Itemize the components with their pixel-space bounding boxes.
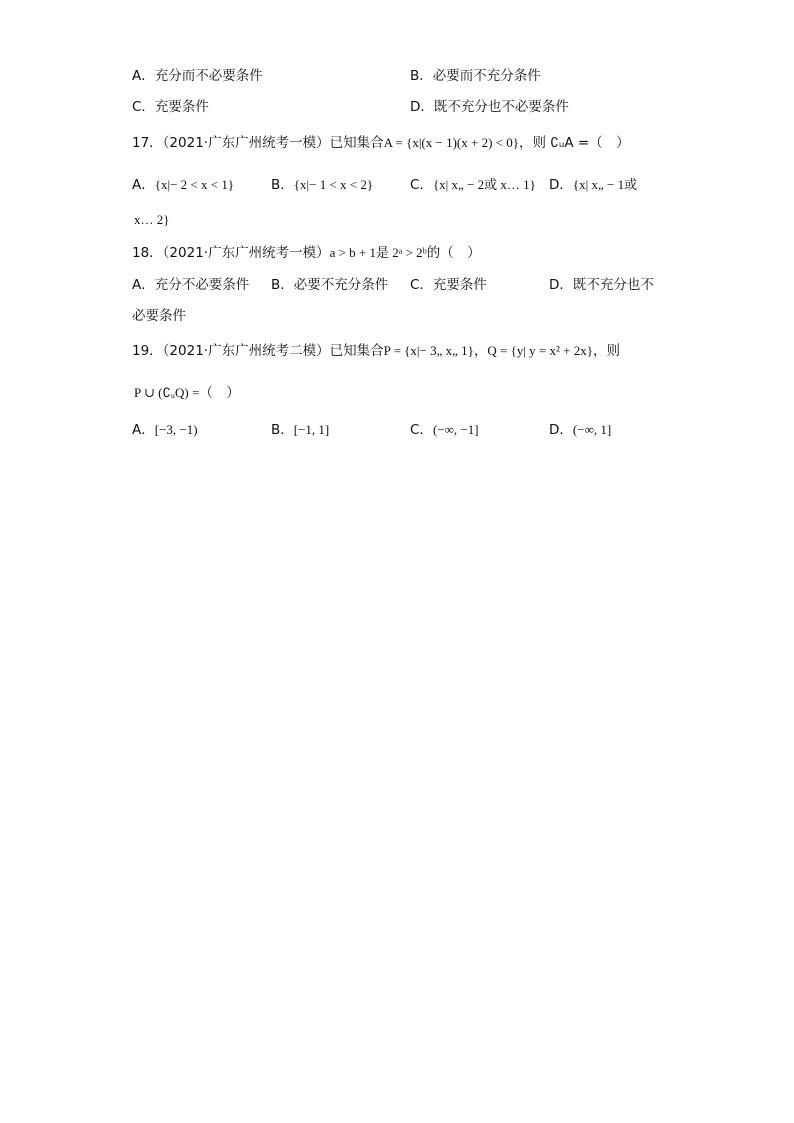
q19-option-b-label: B．	[271, 422, 294, 438]
q16-option-d: D．既不充分也不必要条件	[410, 99, 569, 115]
q17-stem	[132, 134, 630, 152]
q19-option-d-math: (−∞, 1]	[572, 422, 612, 437]
q16-option-c: C．充要条件	[132, 99, 209, 115]
q17-option-a-label: A．	[132, 177, 155, 193]
q19-option-d	[549, 421, 611, 439]
q17-option-d	[549, 176, 637, 194]
q16-option-a: A．充分而不必要条件	[132, 68, 263, 84]
q17-option-b-label: B．	[271, 177, 294, 193]
q19-stem-p: P = {x|− 3„ x„ 1}	[383, 343, 474, 358]
q19-option-c-label: C．	[410, 422, 433, 438]
q19-option-b	[271, 421, 329, 439]
q19-stem-suffix: ，则	[593, 343, 620, 359]
q18-option-d: D．既不充分也不	[549, 277, 654, 293]
q19-option-d-label: D．	[549, 422, 573, 438]
q17-option-d-continued: x… 2}	[134, 212, 170, 227]
q17-option-c-math: {x| x„ − 2或 x… 1}	[432, 177, 536, 192]
q17-option-c-label: C．	[410, 177, 433, 193]
q19-option-c	[410, 421, 479, 439]
q17-option-b	[271, 176, 373, 194]
q19-option-a-label: A．	[132, 422, 155, 438]
q17-option-a	[132, 176, 234, 194]
q18-stem-math: a > b + 1是 2ᵃ > 2ᵇ	[329, 245, 427, 260]
q19-stem-line2	[134, 384, 240, 402]
q19-option-c-math: (−∞, −1]	[432, 422, 479, 437]
q18-stem	[132, 244, 481, 262]
q18-option-c: C．充要条件	[410, 277, 487, 293]
q17-option-b-math: {x|− 1 < x < 2}	[293, 177, 374, 192]
q17-option-d-label: D．	[549, 177, 573, 193]
q19-option-a-math: [−3, −1)	[154, 422, 198, 437]
q19-option-b-math: [−1, 1]	[293, 422, 330, 437]
q17-option-d-math: {x| x„ − 1或	[572, 177, 638, 192]
q17-stem-prefix: 17．（2021·广东广州统考一模）已知集合	[132, 135, 384, 151]
q19-line2-math: P ∪ (∁ᵤQ) =	[134, 385, 200, 400]
q18-stem-suffix: 的（ ）	[426, 245, 481, 261]
q17-stem-suffix: ，则 ∁ᵤA =（ ）	[518, 135, 630, 151]
q17-stem-set: A = {x|(x − 1)(x + 2) < 0}	[383, 135, 519, 150]
q19-stem-prefix: 19．（2021·广东广州统考二模）已知集合	[132, 343, 384, 359]
q19-option-a	[132, 421, 198, 439]
q19-line2-suffix: （ ）	[199, 385, 240, 401]
q17-option-a-math: {x|− 2 < x < 1}	[154, 177, 235, 192]
q17-option-c	[410, 176, 536, 194]
q19-stem	[132, 342, 620, 360]
q16-option-b: B．必要而不充分条件	[410, 68, 541, 84]
q18-option-a: A．充分不必要条件	[132, 277, 250, 293]
q18-option-d-continued: 必要条件	[132, 308, 186, 324]
q18-option-b: B．必要不充分条件	[271, 277, 389, 293]
q19-stem-q: Q = {y| y = x² + 2x}	[487, 343, 593, 358]
q18-stem-prefix: 18．（2021·广东广州统考一模）	[132, 245, 330, 261]
q19-stem-mid: ，	[473, 343, 488, 359]
